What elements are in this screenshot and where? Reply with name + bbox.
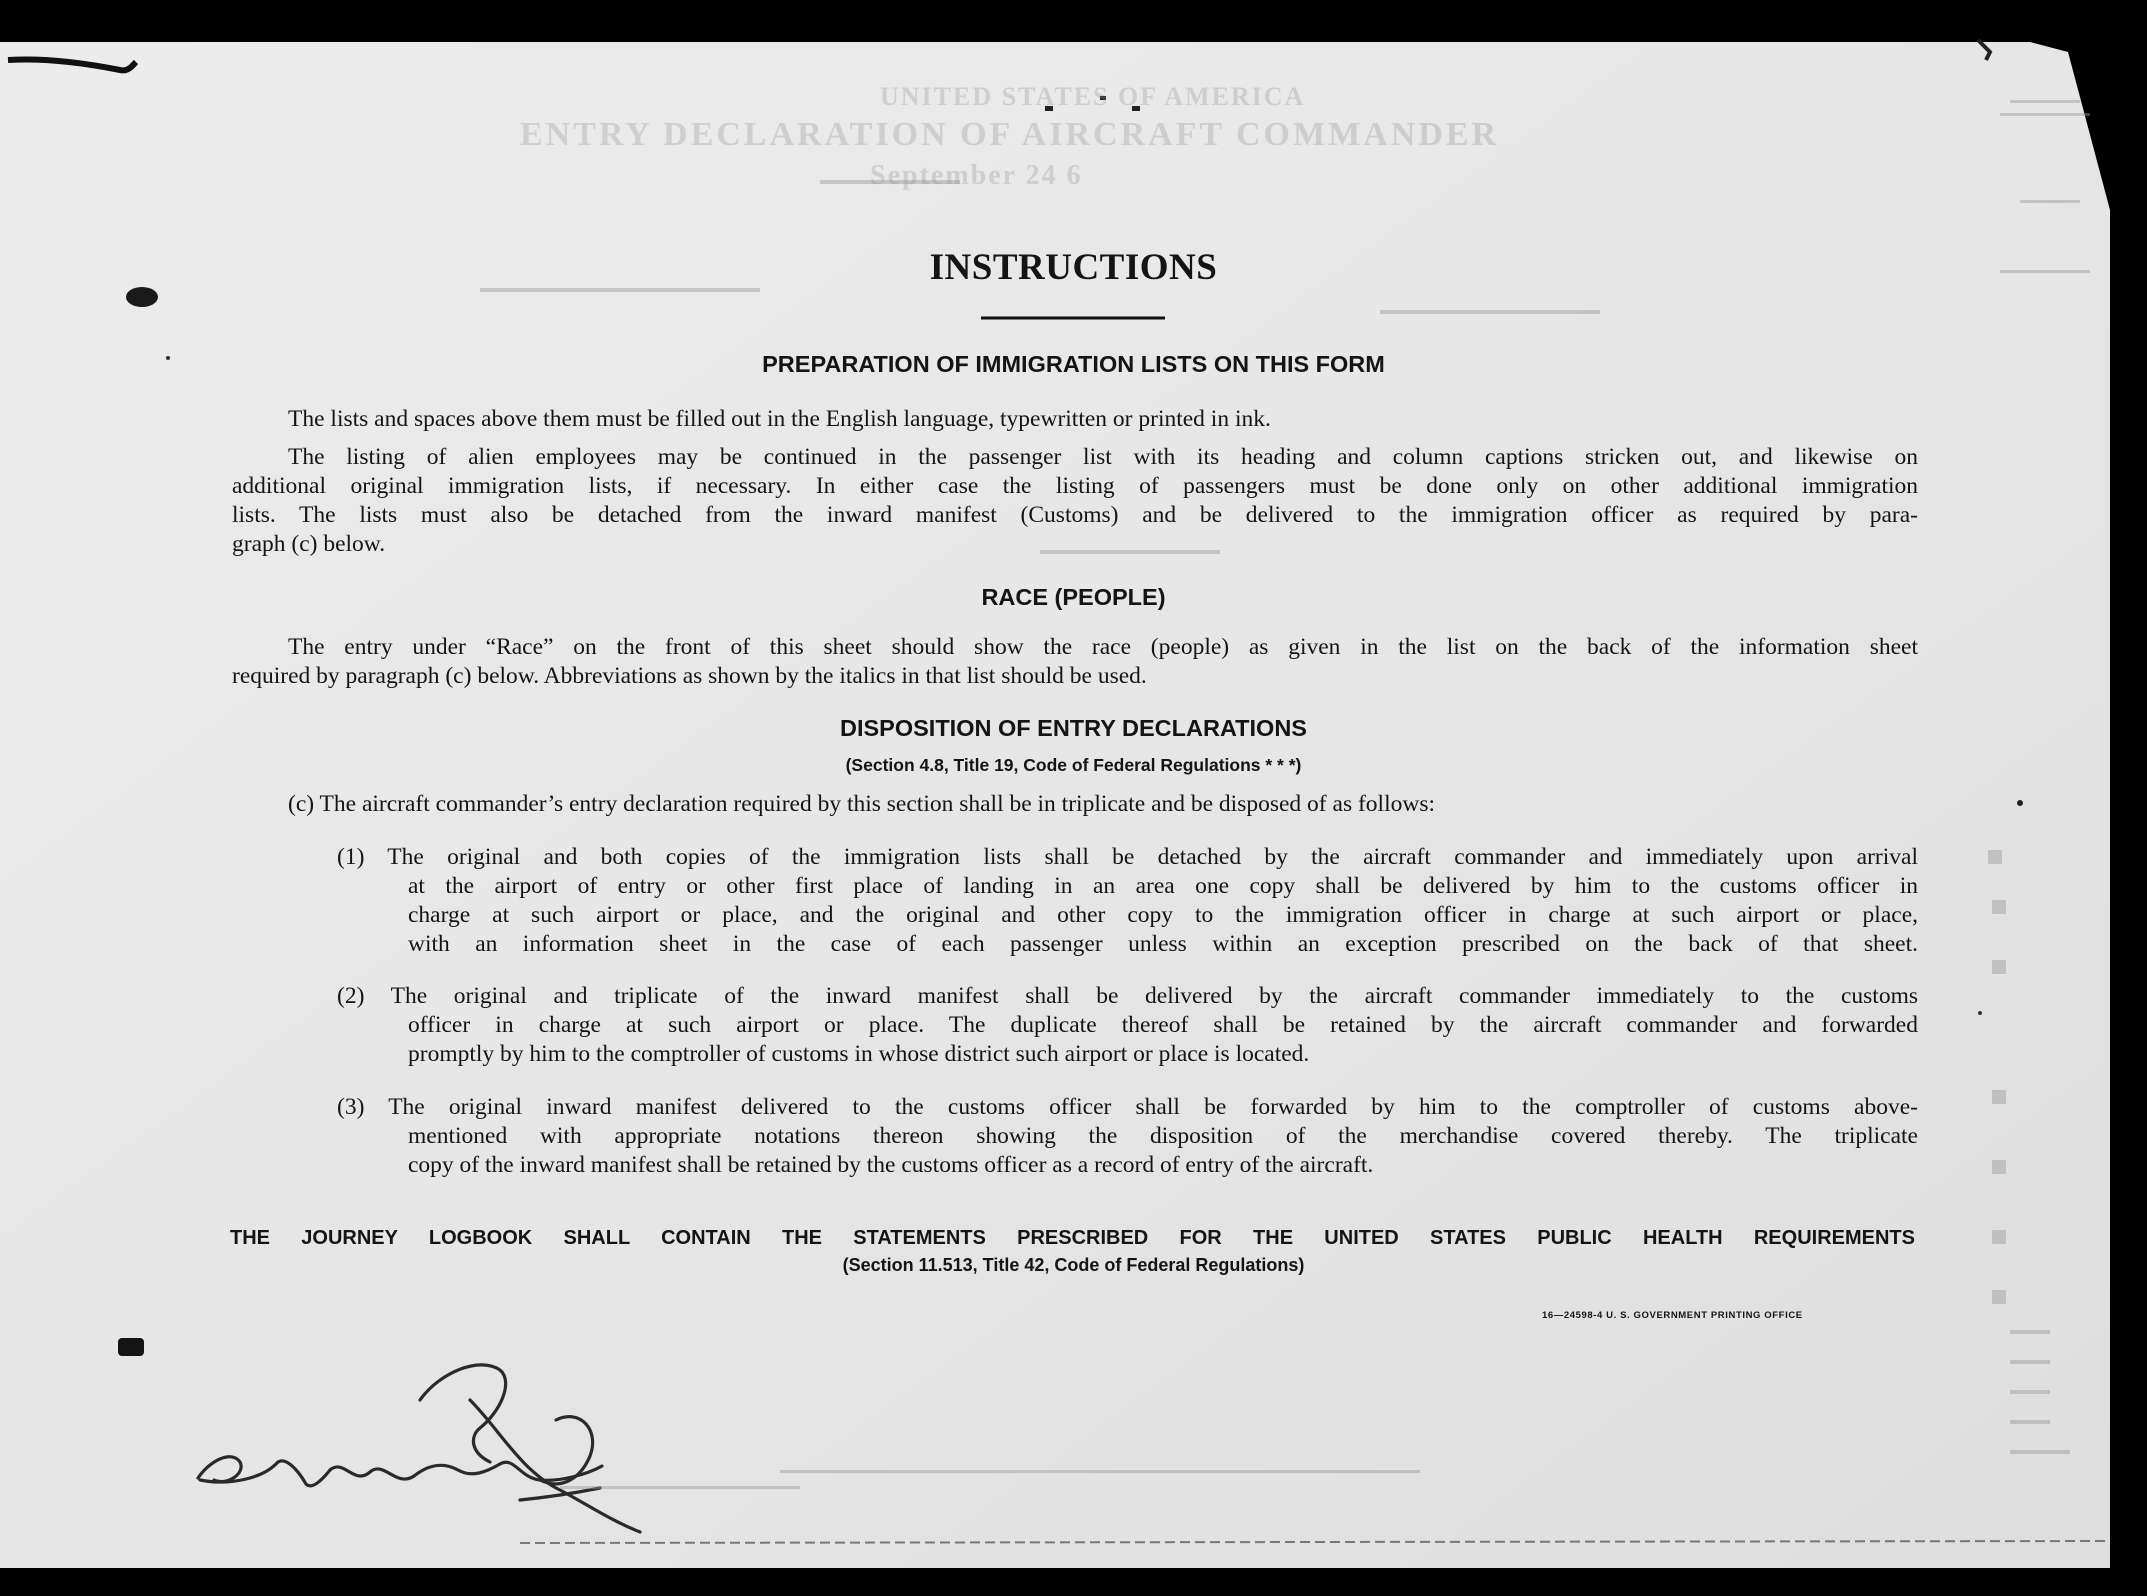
page-title: INSTRUCTIONS — [929, 247, 1218, 288]
health-regulation-citation: (Section 11.513, Title 42, Code of Federal Regulations) — [842, 1255, 1305, 1275]
list-item-line: charge at such airport or place, and the original and other copy to the immigration officer in charge at such airport or place, — [408, 902, 1918, 928]
health-requirements-notice: THE JOURNEY LOGBOOK SHALL CONTAIN THE STATEMENTS PRESCRIBED FOR THE UNITED STATES PUBLIC HEALTH REQUIREMENTS — [230, 1227, 1915, 1249]
bleed-through-text: ENTRY DECLARATION OF AIRCRAFT COMMANDER — [520, 116, 1500, 153]
list-item-line: at the airport of entry or other first place of landing in an area one copy shall be delivered by him to the customs officer in — [408, 873, 1918, 899]
paragraph-language: The lists and spaces above them must be filled out in the English language, typewritten or printed in ink. — [288, 406, 1271, 432]
list-item-line: copy of the inward manifest shall be retained by the customs officer as a record of entry of the aircraft. — [408, 1152, 1374, 1178]
paragraph-c-intro: (c) The aircraft commander’s entry declaration required by this section shall be in triplicate and be disposed of as follows: — [288, 791, 1435, 817]
paragraph-line: additional original immigration lists, if necessary. In either case the listing of passengers must be done only on other additional immigration — [232, 473, 1918, 499]
list-item-line: promptly by him to the comptroller of customs in whose district such airport or place is located. — [408, 1041, 1310, 1067]
list-item-line: with an information sheet in the case of each passenger unless within an exception prescribed on the back of that sheet. — [408, 931, 1918, 957]
list-item-line: officer in charge at such airport or place. The duplicate thereof shall be retained by the aircraft commander and forwarded — [408, 1012, 1918, 1038]
section-heading-disposition: DISPOSITION OF ENTRY DECLARATIONS — [840, 715, 1307, 741]
section-heading-preparation: PREPARATION OF IMMIGRATION LISTS ON THIS FORM — [762, 351, 1385, 377]
list-item-line: (1) The original and both copies of the immigration lists shall be detached by the aircraft commander and immediately upon arrival — [337, 844, 1918, 870]
list-item-line: (3) The original inward manifest delivered to the customs officer shall be forwarded by him to the comptroller of customs above- — [337, 1094, 1918, 1120]
list-item-line: (2) The original and triplicate of the inward manifest shall be delivered by the aircraft commander immediately to the customs — [337, 983, 1918, 1009]
paragraph-line: The entry under “Race” on the front of this sheet should show the race (people) as given in the list on the back of the information sheet — [288, 634, 1918, 660]
section-heading-race: RACE (PEOPLE) — [981, 584, 1166, 610]
printer-imprint: 16—24598-4 U. S. GOVERNMENT PRINTING OFFICE — [1542, 1310, 1803, 1321]
ink-blot — [118, 1338, 144, 1356]
regulation-citation: (Section 4.8, Title 19, Code of Federal Regulations * * *) — [845, 755, 1302, 775]
paragraph-line: required by paragraph (c) below. Abbreviations as shown by the italics in that list should be used. — [232, 663, 1147, 689]
paragraph-line: graph (c) below. — [232, 531, 386, 557]
ink-blot — [126, 287, 158, 307]
list-item-line: mentioned with appropriate notations thereon showing the disposition of the merchandise covered thereby. The triplicate — [408, 1123, 1918, 1149]
paragraph-line: lists. The lists must also be detached from the inward manifest (Customs) and be delivered to the immigration officer as required by para- — [232, 502, 1918, 528]
bleed-through-text: UNITED STATES OF AMERICA — [880, 82, 1306, 111]
paragraph-line: The listing of alien employees may be continued in the passenger list with its heading and column captions stricken out, and likewise on — [288, 444, 1918, 470]
bleed-through-text: September 24 6 — [870, 160, 1083, 191]
